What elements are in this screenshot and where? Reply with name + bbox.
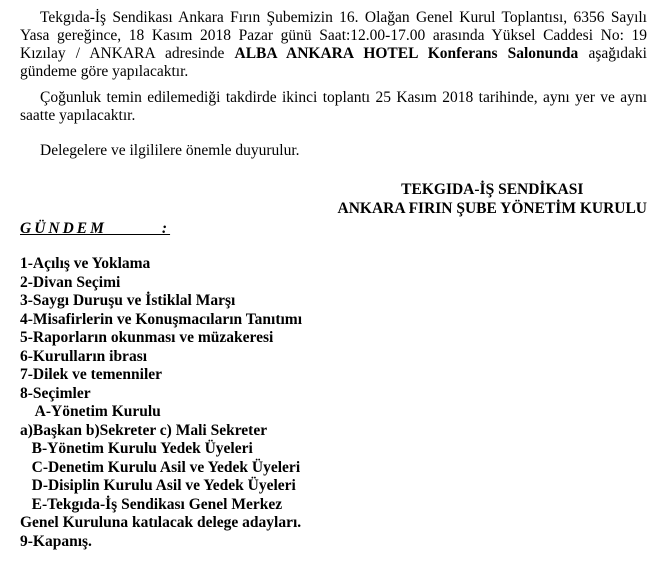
agenda-item: Genel Kuruluna katılacak delege adayları.	[20, 514, 302, 531]
agenda-item: E-Tekgıda-İş Sendikası Genel Merkez	[20, 495, 283, 513]
agenda-item: C-Denetim Kurulu Asil ve Yedek Üyeleri	[20, 458, 301, 476]
agenda-item: a)Başkan b)Sekreter c) Mali Sekreter	[20, 421, 268, 439]
quorum-paragraph: Çoğunluk temin edilemediği takdirde ikinci toplantı 25 Kasım 2018 tarihinde, aynı yer ve aynı saatte yapılacaktır.	[20, 89, 647, 124]
agenda-item: 8-Seçimler	[20, 384, 91, 402]
agenda-item: A-Yönetim Kurulu	[20, 403, 161, 420]
agenda-item: B-Yönetim Kurulu Yedek Üyeleri	[20, 440, 253, 457]
agenda-item: 1-Açılış ve Yoklama	[20, 255, 151, 272]
agenda-item: 9-Kapanış.	[20, 532, 92, 550]
notice-paragraph: Delegelere ve ilgililere önemle duyurulur.	[40, 142, 300, 159]
agenda-title: GÜNDEM :	[20, 220, 171, 237]
venue: ALBA ANKARA HOTEL Konferans Salonunda	[234, 45, 579, 62]
text: aşağıdaki gündeme göre yapılacaktır.	[20, 45, 647, 80]
signature-line: TEKGIDA-İŞ SENDİKASI	[401, 181, 584, 198]
agenda-item: 2-Divan Seçimi	[20, 273, 121, 291]
agenda-list	[20, 255, 302, 551]
text: Tekgıda-İş Sendikası Ankara Fırın Şubemizin 16. Olağan Genel Kurul Toplantısı, 6356 Sayılı Yasa gereğince, 18 Kasım 2018 Pazar günü Saat:12.00-17.00 arasında Yüksel Caddesi No: 19 Kızılay / ANKARA adresinde	[20, 9, 647, 62]
signature-line: ANKARA FIRIN ŞUBE YÖNETİM KURULU	[337, 200, 647, 217]
document	[20, 9, 647, 550]
agenda-item: 5-Raporların okunması ve müzakeresi	[20, 329, 274, 346]
agenda-item: D-Disiplin Kurulu Asil ve Yedek Üyeleri	[20, 477, 296, 494]
agenda-item: 6-Kurulların ibrası	[20, 347, 148, 365]
agenda-item: 7-Dilek ve temenniler	[20, 366, 163, 383]
agenda-item: 3-Saygı Duruşu ve İstiklal Marşı	[20, 292, 236, 309]
signature	[338, 180, 647, 218]
agenda-item: 4-Misafirlerin ve Konuşmacıların Tanıtımı	[20, 310, 303, 328]
announcement-paragraph	[20, 9, 647, 81]
